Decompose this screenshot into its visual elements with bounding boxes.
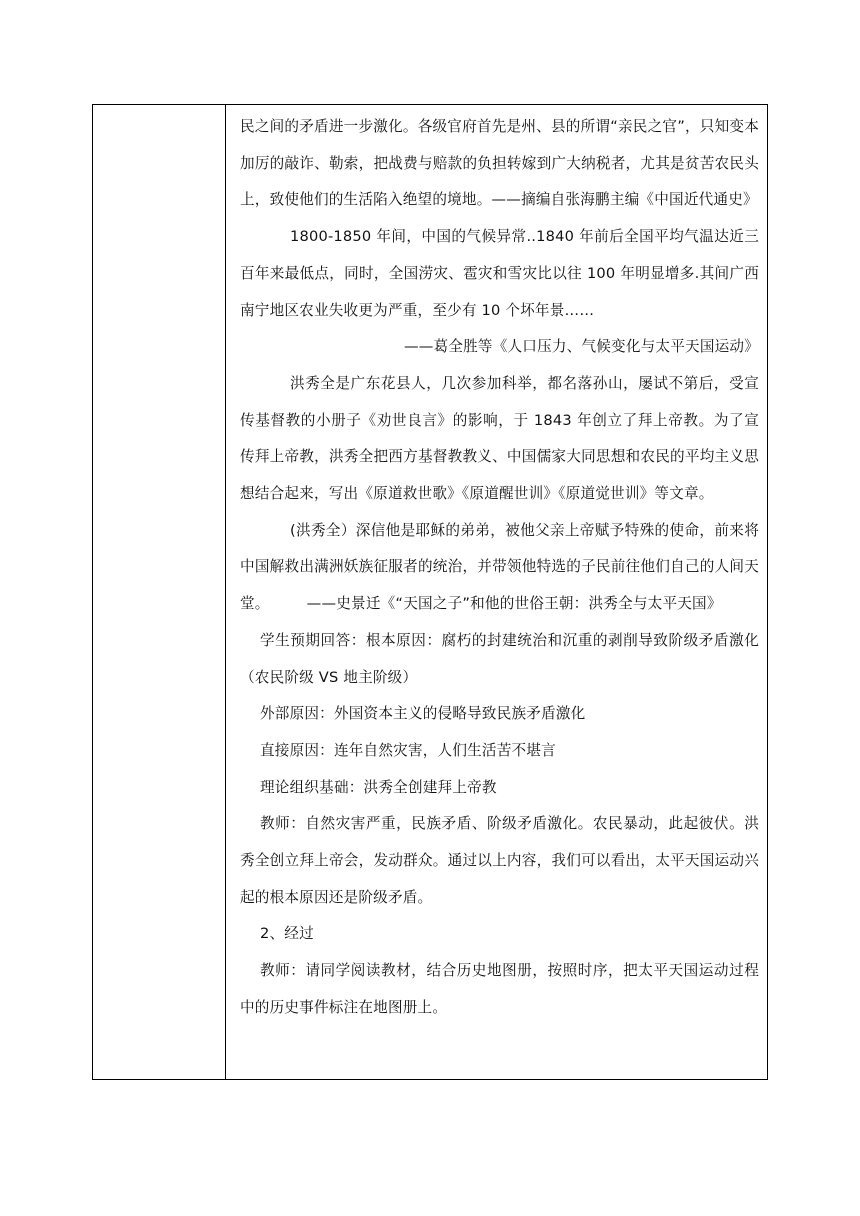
left-column-cell	[93, 105, 226, 1080]
lesson-table	[92, 104, 768, 1080]
paragraph-direct-cause: 直接原因：连年自然灾害，人们生活苦不堪言	[260, 741, 556, 759]
paragraph-theory-basis: 理论组织基础：洪秀全创建拜上帝教	[260, 778, 497, 796]
citation-climate: ——葛全胜等《人口压力、气候变化与太平天国运动》	[403, 338, 759, 356]
paragraph-external-cause: 外部原因：外国资本主义的侵略导致民族矛盾激化	[260, 705, 586, 723]
paragraph-heavenly-son: (洪秀全）深信他是耶稣的弟弟，被他父亲上帝赋予特殊的使命，前来将中国解救出满洲妖族征服者的统治，并带领他特选的子民前往他们自己的人间天堂。 ——史景迁《“天国之子”和他的世俗王朝：洪秀全与太平天国》	[240, 521, 759, 613]
content-cell	[226, 105, 768, 1080]
paragraph-teacher-task: 教师：请同学阅读教材，结合历史地图册，按照时序，把太平天国运动过程中的历史事件标注在地图册上。	[240, 962, 759, 1016]
paragraph-root-cause: 学生预期回答：根本原因：腐朽的封建统治和沉重的剥削导致阶级矛盾激化（农民阶级 VS 地主阶级）	[240, 631, 759, 686]
paragraph-hong-xiuquan: 洪秀全是广东花县人，几次参加科举，都名落孙山，屡试不第后，受宣传基督教的小册子《劝世良言》的影响，于 1843 年创立了拜上帝教。为了宣传拜上帝教，洪秀全把西方基督教教义、中国儒家大同思想和农民的平均主义思想结合起来，写出《原道救世歌》《原道醒世训》《原道觉世训》等文章。	[240, 374, 759, 503]
content-body	[226, 105, 767, 1027]
table-row	[93, 105, 768, 1080]
paragraph-teacher-summary: 教师：自然灾害严重，民族矛盾、阶级矛盾激化。农民暴动，此起彼伏。洪秀全创立拜上帝会，发动群众。通过以上内容，我们可以看出，太平天国运动兴起的根本原因还是阶级矛盾。	[240, 815, 759, 906]
paragraph-conflict: 民之间的矛盾进一步激化。各级官府首先是州、县的所谓“亲民之官”，只知变本加厉的敲诈、勒索，把战费与赔款的负担转嫁到广大纳税者，尤其是贫苦农民头上，致使他们的生活陷入绝望的境地。——摘编自张海鹏主编《中国近代通史》	[240, 118, 759, 209]
paragraph-climate: 1800-1850 年间，中国的气候异常..1840 年前后全国平均气温达近三百年来最低点，同时，全国涝灾、雹灾和雪灾比以往 100 年明显增多.其间广西南宁地区农业失收更为严重，至少有 10 个坏年景……	[240, 228, 759, 319]
section-heading-process: 2、经过	[260, 925, 314, 943]
